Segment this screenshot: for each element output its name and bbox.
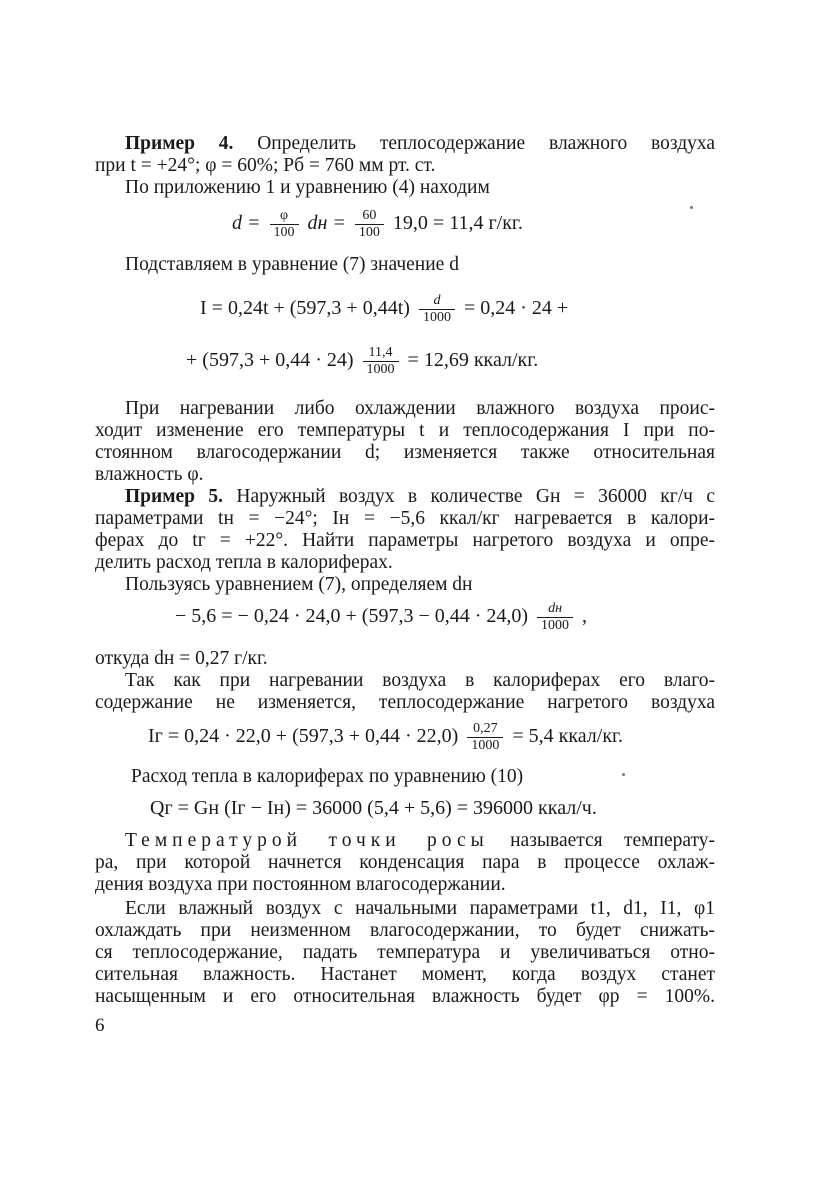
- equation-1: [232, 203, 523, 243]
- para5-line2: ра, при которой начнется конденсация пара в процессе охлаж-: [95, 852, 715, 873]
- scan-speck: [690, 206, 693, 209]
- eq4-frac-den: 1000: [467, 737, 503, 754]
- eq2-part2: = 0,24 · 24 +: [463, 297, 569, 319]
- para6-line1: Если влажный воздух с начальными параметрами t1, d1, I1, φ1: [125, 898, 715, 919]
- eq3-frac-num: dн: [548, 600, 563, 616]
- example5-line3: ферах до tг = +22°. Найти параметры нагретого воздуха и опре-: [95, 530, 715, 551]
- example5-line2: параметрами tн = −24°; Iн = −5,6 ккал/кг нагревается в калори-: [95, 508, 715, 529]
- example5-line4: делить расход тепла в калориферах.: [95, 552, 393, 573]
- eq2-fraction-2: [363, 345, 399, 378]
- scan-speck: [622, 773, 625, 776]
- example5-line5: Пользуясь уравнением (7), определяем dн: [125, 574, 473, 595]
- eq2-part1: I = 0,24t + (597,3 + 0,44t): [200, 297, 410, 319]
- eq2-part3: + (597,3 + 0,44 · 24): [186, 349, 354, 371]
- para6-line4: сительная влажность. Настанет момент, когда воздух станет: [95, 964, 715, 985]
- para5-line3: дения воздуха при постоянном влагосодержании.: [95, 874, 506, 895]
- eq1-frac2-den: 100: [355, 224, 384, 241]
- para2-line1: При нагревании либо охлаждении влажного воздуха проис-: [125, 398, 715, 419]
- eq1-rhs: 19,0 = 11,4 г/кг.: [392, 212, 523, 234]
- eq1-frac1-den: 100: [270, 224, 299, 241]
- whence-line: откуда dн = 0,27 г/кг.: [95, 648, 268, 669]
- substitution-line: Подставляем в уравнение (7) значение d: [125, 254, 459, 275]
- example4-line1: [95, 133, 715, 155]
- eq4-part1: Iг = 0,24 · 22,0 + (597,3 + 0,44 · 22,0): [148, 725, 459, 747]
- equation-3: [175, 596, 587, 636]
- example4-label: Пример 4.: [125, 133, 234, 154]
- eq2-part4: = 12,69 ккал/кг.: [407, 349, 539, 371]
- eq2-frac1-den: 1000: [419, 309, 455, 326]
- heat-line: Расход тепла в калориферах по уравнению (10): [131, 766, 524, 787]
- equation-2-line1: [200, 288, 568, 328]
- para2-line3: стоянном влагосодержании d; изменяется также относительная: [95, 442, 715, 463]
- para6-line5: насыщенным и его относительная влажность будет φр = 100%.: [95, 986, 715, 1007]
- para6-line2: охлаждать при неизменном влагосодержании, то будет снижать-: [95, 920, 715, 941]
- para2-line2: ходит изменение его температуры t и теплосодержания I при по-: [95, 420, 715, 441]
- eq4-frac-num: 0,27: [473, 720, 498, 736]
- eq2-frac2-den: 1000: [363, 361, 399, 378]
- para5-line1-rest: называется температу-: [510, 830, 716, 851]
- example5-text: Наружный воздух в количестве Gн = 36000 кг/ч с: [236, 486, 715, 507]
- example5-line1: [125, 486, 715, 508]
- dew-point-term: Температурой точки росы: [125, 830, 489, 851]
- eq3-part2: ,: [582, 605, 588, 627]
- eq4-part2: = 5,4 ккал/кг.: [512, 725, 624, 747]
- para6-line3: ся теплосодержание, падать температура и увеличиваться отно-: [95, 942, 715, 963]
- eq1-frac1-num: φ: [279, 207, 289, 223]
- para2-line4: влажность φ.: [95, 464, 204, 485]
- example4-line2: при t = +24°; φ = 60%; Pб = 760 мм рт. ст.: [95, 155, 436, 176]
- eq2-fraction-1: [419, 293, 455, 326]
- eq1-lhs: d =: [232, 212, 261, 234]
- eq1-mid: dн =: [307, 212, 346, 234]
- eq4-fraction: [467, 721, 503, 754]
- eq2-frac2-num: 11,4: [368, 344, 393, 360]
- example4-text: Определить теплосодержание влажного воздуха: [257, 133, 716, 154]
- eq3-frac-den: 1000: [537, 617, 573, 634]
- equation-5: Qг = Gн (Iг − Iн) = 36000 (5,4 + 5,6) = 396000 ккал/ч.: [150, 797, 597, 819]
- equation-2-line2: [186, 340, 538, 380]
- para4-line1: Так как при нагревании воздуха в калориферах его влаго-: [125, 670, 715, 691]
- eq2-frac1-num: d: [433, 292, 441, 308]
- page-number: 6: [95, 1015, 105, 1036]
- eq1-frac2-num: 60: [362, 207, 377, 223]
- eq3-part1: − 5,6 = − 0,24 · 24,0 + (597,3 − 0,44 · 24,0): [175, 605, 529, 627]
- eq3-fraction: [537, 601, 573, 634]
- eq1-fraction-2: [355, 208, 384, 241]
- equation-4: [148, 716, 623, 756]
- para4-line2: содержание не изменяется, теплосодержание нагретого воздуха: [95, 692, 715, 713]
- eq1-fraction-1: [270, 208, 299, 241]
- para5-line1: [125, 830, 715, 852]
- example4-line3: По приложению 1 и уравнению (4) находим: [125, 177, 490, 198]
- example5-label: Пример 5.: [125, 486, 224, 507]
